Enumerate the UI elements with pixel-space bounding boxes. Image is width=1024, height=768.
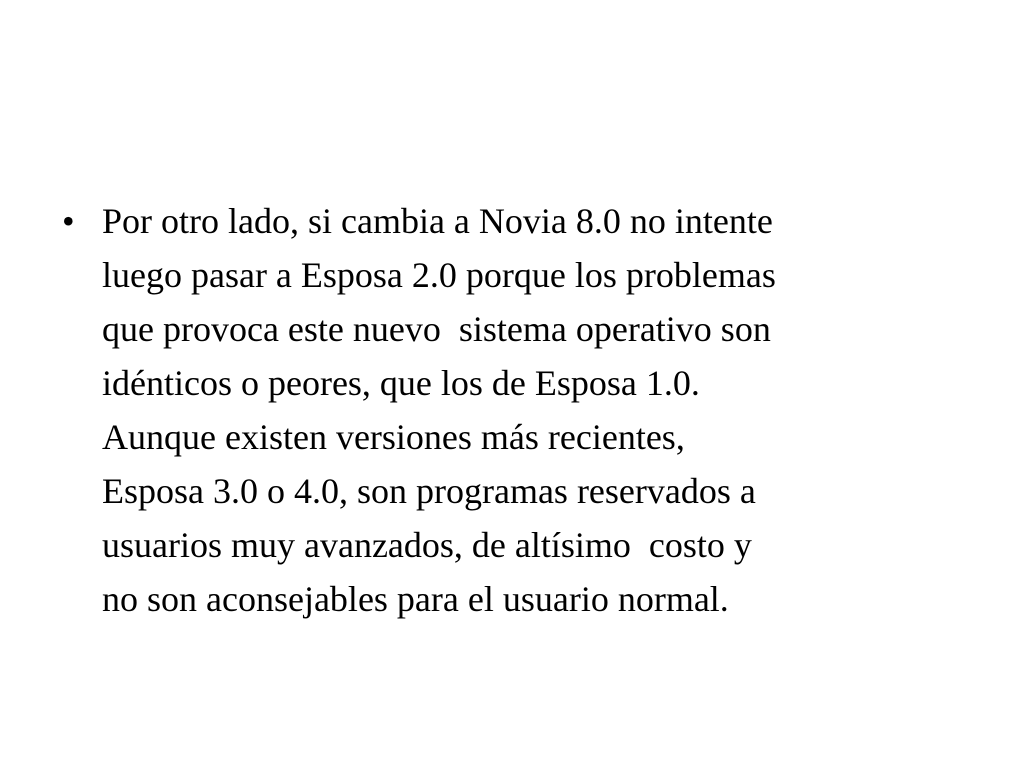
bullet-marker: • [62,201,75,241]
text-line-4: idénticos o peores, que los de Esposa 1.0. [102,363,700,403]
text-line-2: luego pasar a Esposa 2.0 porque los problemas [102,255,776,295]
text-line-5: Aunque existen versiones más recientes, [102,417,685,457]
text-line-6: Esposa 3.0 o 4.0, son programas reservados a [102,471,756,511]
bullet-list [62,194,962,626]
text-line-3: que provoca este nuevo sistema operativo son [102,309,771,349]
text-line-8: no son aconsejables para el usuario normal. [102,579,729,619]
paragraph-text [102,194,962,626]
text-line-7: usuarios muy avanzados, de altísimo costo y [102,525,752,565]
bullet-item [62,194,962,626]
text-line-1: Por otro lado, si cambia a Novia 8.0 no intente [102,201,773,241]
